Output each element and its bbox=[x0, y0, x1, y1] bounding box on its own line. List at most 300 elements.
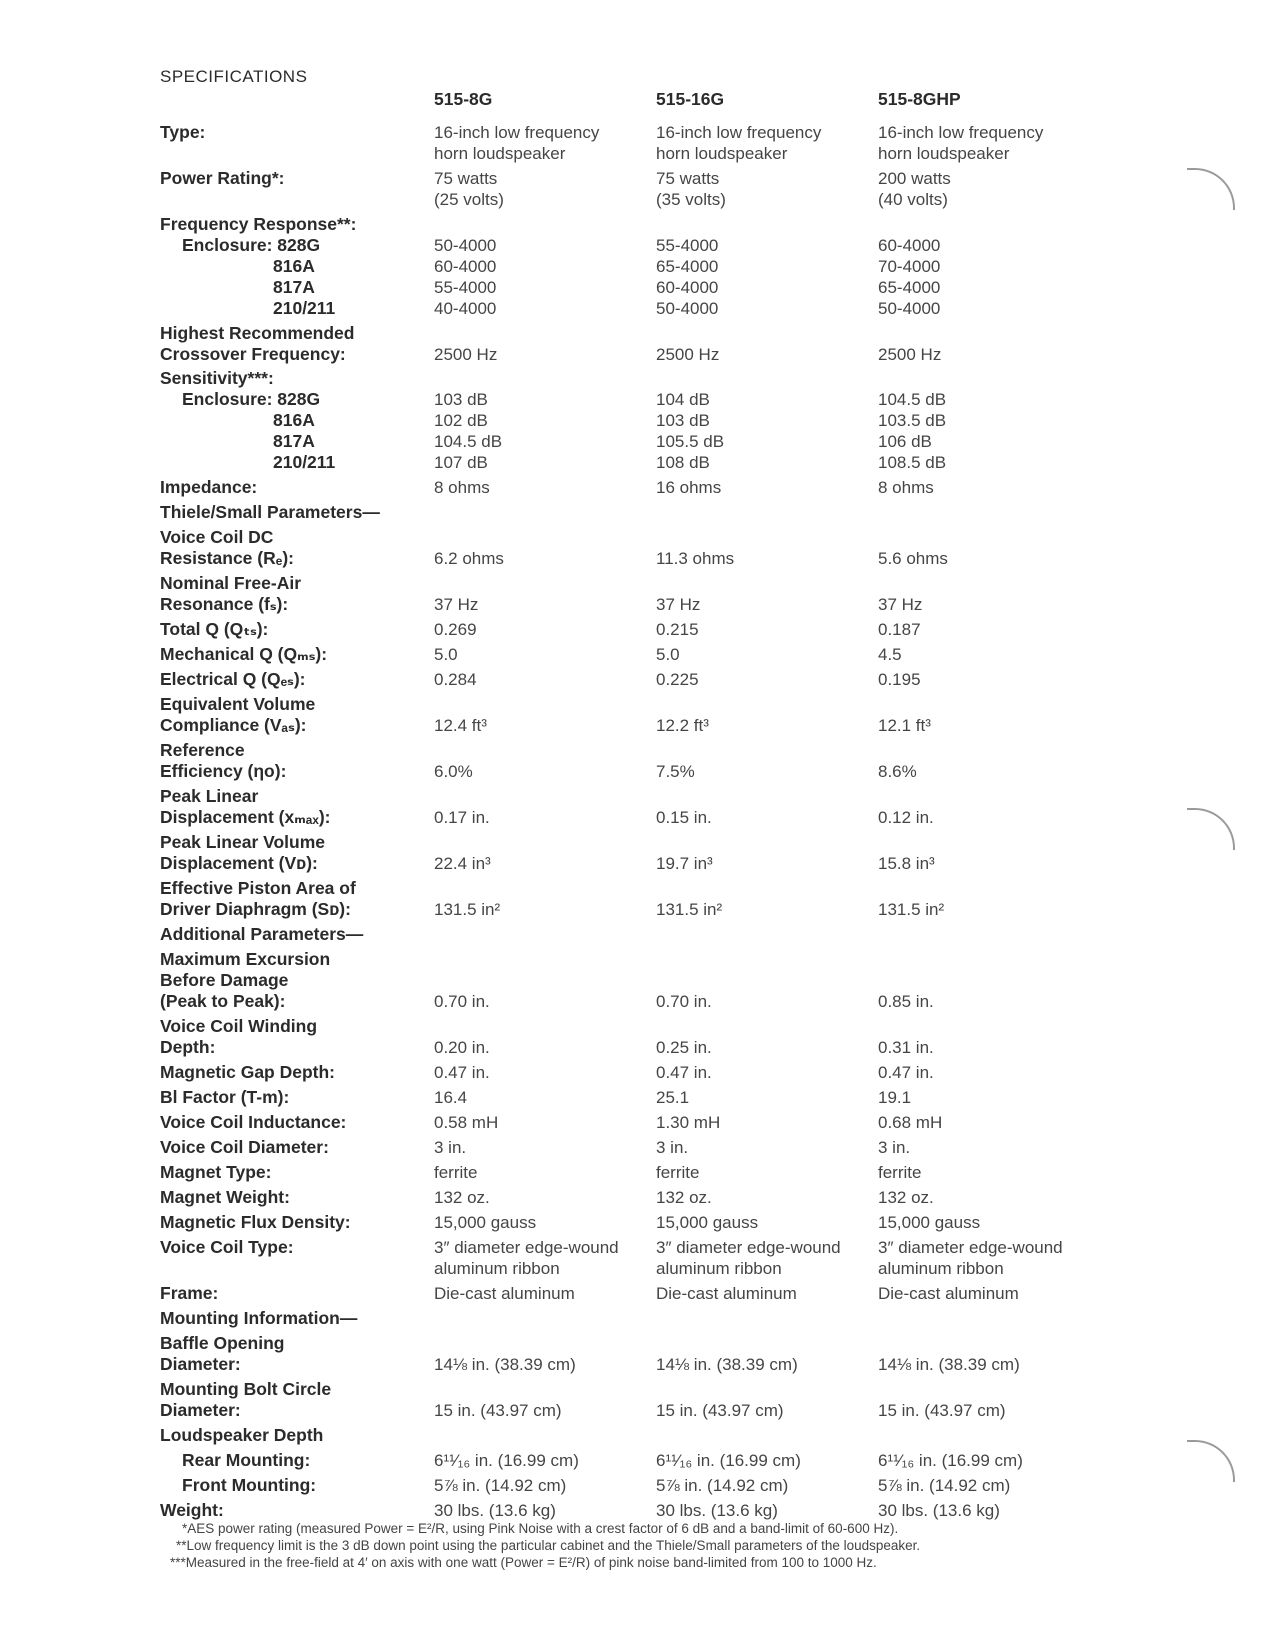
spec-label bbox=[160, 477, 415, 498]
spec-label bbox=[160, 1087, 415, 1108]
spec-value-line: 50-4000 bbox=[656, 299, 719, 318]
spec-label bbox=[160, 619, 415, 640]
spec-label-line: Enclosure: 828G bbox=[182, 389, 321, 409]
spec-value-line: 12.1 ft³ bbox=[878, 716, 931, 735]
spec-value bbox=[878, 256, 940, 277]
spec-value bbox=[656, 235, 718, 256]
spec-value bbox=[434, 715, 487, 736]
spec-label bbox=[160, 122, 415, 143]
spec-value-line: 14⅛ in. (38.39 cm) bbox=[656, 1355, 798, 1374]
spec-value-line: (25 volts) bbox=[434, 190, 504, 209]
spec-label-line: Peak Linear bbox=[160, 786, 259, 806]
binder-hole-mark bbox=[1187, 808, 1235, 850]
spec-label-line: Weight: bbox=[160, 1500, 224, 1520]
spec-label bbox=[160, 1162, 415, 1183]
spec-value-line: 6.0% bbox=[434, 762, 473, 781]
spec-value bbox=[878, 235, 940, 256]
spec-label bbox=[273, 410, 528, 431]
spec-label bbox=[160, 323, 415, 365]
spec-label-line: Magnet Type: bbox=[160, 1162, 272, 1182]
spec-label-line: Crossover Frequency: bbox=[160, 344, 346, 364]
spec-value-line: 8 ohms bbox=[434, 478, 490, 497]
spec-label-line: Resonance (fₛ): bbox=[160, 594, 289, 614]
spec-value bbox=[878, 991, 934, 1012]
spec-value bbox=[656, 431, 724, 452]
spec-value-line: Die-cast aluminum bbox=[434, 1284, 575, 1303]
spec-value-line: 3 in. bbox=[434, 1138, 467, 1157]
spec-label bbox=[160, 168, 415, 189]
spec-label-line: Peak Linear Volume bbox=[160, 832, 326, 852]
spec-value bbox=[434, 548, 504, 569]
spec-value-line: 6¹¹⁄₁₆ in. (16.99 cm) bbox=[656, 1451, 801, 1470]
spec-value bbox=[656, 807, 712, 828]
spec-value bbox=[878, 899, 944, 920]
spec-value bbox=[434, 1450, 579, 1471]
spec-value bbox=[878, 548, 948, 569]
spec-value-line: 104.5 dB bbox=[878, 390, 947, 409]
spec-value bbox=[656, 410, 710, 431]
spec-value bbox=[656, 1087, 689, 1108]
spec-label bbox=[160, 878, 415, 920]
spec-label bbox=[160, 214, 415, 235]
spec-value bbox=[878, 410, 946, 431]
spec-value-line: 22.4 in³ bbox=[434, 854, 491, 873]
spec-value bbox=[656, 1137, 688, 1158]
spec-value bbox=[878, 644, 902, 665]
spec-value-line: 15 in. (43.97 cm) bbox=[878, 1401, 1006, 1420]
spec-value-line: 70-4000 bbox=[878, 257, 941, 276]
spec-value bbox=[878, 715, 931, 736]
spec-value bbox=[656, 594, 700, 615]
spec-value-line: 131.5 in² bbox=[434, 900, 501, 919]
spec-value-line: 37 Hz bbox=[878, 595, 923, 614]
spec-value bbox=[656, 715, 709, 736]
spec-value bbox=[878, 1137, 910, 1158]
spec-value-line: 15,000 gauss bbox=[656, 1213, 759, 1232]
spec-value bbox=[878, 122, 1043, 164]
spec-label-line: 210/211 bbox=[273, 452, 336, 472]
spec-value bbox=[656, 1112, 720, 1133]
spec-value bbox=[434, 1062, 490, 1083]
column-header-515-16g: 515-16G bbox=[656, 89, 725, 109]
spec-label bbox=[182, 235, 437, 256]
spec-value-line: 4.5 bbox=[878, 645, 902, 664]
spec-value-line: 40-4000 bbox=[434, 299, 497, 318]
spec-value bbox=[434, 991, 490, 1012]
spec-value-line: 6¹¹⁄₁₆ in. (16.99 cm) bbox=[878, 1451, 1023, 1470]
spec-value-line: 75 watts bbox=[434, 169, 498, 188]
spec-value-line: 104 dB bbox=[656, 390, 710, 409]
spec-label-line: Voice Coil Diameter: bbox=[160, 1137, 329, 1157]
spec-value-line: 0.20 in. bbox=[434, 1038, 490, 1057]
spec-value-line: 2500 Hz bbox=[878, 345, 942, 364]
spec-value-line: 0.70 in. bbox=[434, 992, 490, 1011]
spec-label bbox=[160, 924, 415, 945]
spec-value-line: 12.4 ft³ bbox=[434, 716, 487, 735]
spec-value bbox=[434, 1137, 466, 1158]
spec-value bbox=[434, 452, 488, 473]
spec-value-line: 106 dB bbox=[878, 432, 932, 451]
spec-label bbox=[182, 1450, 437, 1471]
spec-value-line: horn loudspeaker bbox=[878, 144, 1010, 163]
spec-value bbox=[878, 1450, 1023, 1471]
spec-label bbox=[160, 502, 415, 523]
spec-value bbox=[434, 1475, 566, 1496]
spec-value-line: 50-4000 bbox=[434, 236, 497, 255]
spec-value-line: 0.85 in. bbox=[878, 992, 934, 1011]
spec-value bbox=[434, 1500, 556, 1521]
spec-label bbox=[160, 1333, 415, 1375]
spec-value-line: (40 volts) bbox=[878, 190, 948, 209]
spec-label-line: Impedance: bbox=[160, 477, 258, 497]
spec-label bbox=[160, 1062, 415, 1083]
spec-value bbox=[878, 452, 946, 473]
spec-value-line: 16 ohms bbox=[656, 478, 722, 497]
spec-value-line: ferrite bbox=[656, 1163, 700, 1182]
spec-value bbox=[434, 235, 496, 256]
spec-value bbox=[878, 1283, 1019, 1304]
spec-label-line: Resistance (Rₑ): bbox=[160, 548, 294, 568]
spec-label bbox=[160, 1212, 415, 1233]
spec-value bbox=[434, 1087, 467, 1108]
spec-value-line: 131.5 in² bbox=[656, 900, 723, 919]
spec-value bbox=[656, 548, 734, 569]
spec-label-line: Frame: bbox=[160, 1283, 219, 1303]
spec-label-line: 816A bbox=[273, 410, 315, 430]
spec-label bbox=[160, 1379, 415, 1421]
spec-value bbox=[434, 410, 488, 431]
spec-value bbox=[656, 853, 713, 874]
spec-value bbox=[656, 256, 718, 277]
spec-value-line: 5⅞ in. (14.92 cm) bbox=[656, 1476, 789, 1495]
spec-value-line: (35 volts) bbox=[656, 190, 726, 209]
column-header-515-8ghp: 515-8GHP bbox=[878, 89, 961, 109]
spec-value-line: 25.1 bbox=[656, 1088, 690, 1107]
footnote-frequency: **Low frequency limit is the 3 dB down point using the particular cabinet and the Thiele/Small parameters of the loudspeaker. bbox=[176, 1538, 921, 1553]
spec-value bbox=[878, 431, 932, 452]
spec-label bbox=[160, 644, 415, 665]
spec-value bbox=[878, 669, 921, 690]
spec-value-line: 103 dB bbox=[656, 411, 710, 430]
spec-label bbox=[160, 573, 415, 615]
spec-value bbox=[878, 1112, 942, 1133]
spec-value-line: 30 lbs. (13.6 kg) bbox=[434, 1501, 556, 1520]
spec-label-line: Power Rating*: bbox=[160, 168, 285, 188]
spec-value bbox=[656, 477, 721, 498]
spec-value bbox=[878, 1400, 1006, 1421]
spec-label-line: Equivalent Volume bbox=[160, 694, 316, 714]
spec-value-line: 3″ diameter edge-wound bbox=[656, 1238, 841, 1257]
spec-value bbox=[434, 298, 496, 319]
spec-value bbox=[656, 761, 695, 782]
spec-value bbox=[656, 389, 710, 410]
spec-value-line: 0.47 in. bbox=[434, 1063, 490, 1082]
spec-label-line: Effective Piston Area of bbox=[160, 878, 356, 898]
spec-label-line: Reference bbox=[160, 740, 245, 760]
spec-label bbox=[273, 452, 528, 473]
spec-value-line: 102 dB bbox=[434, 411, 488, 430]
spec-value bbox=[434, 1400, 562, 1421]
spec-label-line: Bl Factor (T-m): bbox=[160, 1087, 290, 1107]
spec-value-line: 2500 Hz bbox=[434, 345, 498, 364]
spec-value bbox=[656, 1037, 712, 1058]
spec-label-line: Displacement (Vᴅ): bbox=[160, 853, 318, 873]
spec-label-line: Mechanical Q (Qₘₛ): bbox=[160, 644, 328, 664]
spec-label bbox=[182, 389, 437, 410]
spec-value bbox=[656, 1237, 841, 1279]
spec-value-line: Die-cast aluminum bbox=[656, 1284, 797, 1303]
spec-value-line: 0.215 bbox=[656, 620, 699, 639]
spec-value bbox=[878, 168, 951, 210]
spec-value-line: 6¹¹⁄₁₆ in. (16.99 cm) bbox=[434, 1451, 579, 1470]
spec-value-line: 37 Hz bbox=[656, 595, 701, 614]
spec-value-line: aluminum ribbon bbox=[434, 1259, 560, 1278]
binder-hole-mark bbox=[1187, 1440, 1235, 1482]
spec-value-line: 15 in. (43.97 cm) bbox=[656, 1401, 784, 1420]
spec-value bbox=[434, 644, 458, 665]
spec-label-line: Front Mounting: bbox=[182, 1475, 317, 1495]
spec-value-line: 16-inch low frequency bbox=[434, 123, 600, 142]
spec-value-line: 0.187 bbox=[878, 620, 921, 639]
spec-value-line: 0.269 bbox=[434, 620, 477, 639]
spec-value bbox=[878, 1500, 1000, 1521]
spec-label-line: Thiele/Small Parameters— bbox=[160, 502, 380, 522]
spec-label bbox=[160, 786, 415, 828]
spec-value bbox=[656, 1354, 798, 1375]
spec-label-line: 817A bbox=[273, 277, 315, 297]
spec-label-line: 210/211 bbox=[273, 298, 336, 318]
spec-label-line: Magnetic Gap Depth: bbox=[160, 1062, 336, 1082]
spec-value-line: 16-inch low frequency bbox=[656, 123, 822, 142]
spec-value bbox=[878, 1087, 911, 1108]
spec-value-line: 19.7 in³ bbox=[656, 854, 713, 873]
spec-label bbox=[160, 1500, 415, 1521]
spec-value-line: 5.0 bbox=[434, 645, 458, 664]
spec-value-line: 65-4000 bbox=[656, 257, 719, 276]
spec-value bbox=[656, 168, 726, 210]
spec-label-line: Total Q (Qₜₛ): bbox=[160, 619, 269, 639]
spec-value bbox=[656, 1450, 801, 1471]
spec-value bbox=[878, 1354, 1020, 1375]
spec-value-line: 0.284 bbox=[434, 670, 477, 689]
spec-value bbox=[878, 1162, 921, 1183]
column-header-515-8g: 515-8G bbox=[434, 89, 493, 109]
spec-value bbox=[434, 594, 478, 615]
spec-label-line: Highest Recommended bbox=[160, 323, 355, 343]
spec-value bbox=[434, 761, 473, 782]
spec-label-line: Rear Mounting: bbox=[182, 1450, 311, 1470]
spec-value bbox=[434, 389, 488, 410]
spec-value bbox=[434, 256, 496, 277]
spec-value-line: Die-cast aluminum bbox=[878, 1284, 1019, 1303]
spec-value bbox=[878, 1212, 980, 1233]
spec-value bbox=[656, 619, 699, 640]
spec-label-line: 816A bbox=[273, 256, 315, 276]
spec-label-line: Driver Diaphragm (Sᴅ): bbox=[160, 899, 351, 919]
spec-label-line: Diameter: bbox=[160, 1400, 241, 1420]
spec-value bbox=[434, 669, 477, 690]
spec-value-line: 16.4 bbox=[434, 1088, 468, 1107]
spec-value-line: 0.47 in. bbox=[878, 1063, 934, 1082]
spec-label bbox=[160, 1308, 415, 1329]
spec-label-line: Efficiency (ηo): bbox=[160, 761, 287, 781]
spec-value bbox=[656, 644, 680, 665]
spec-value bbox=[434, 899, 500, 920]
binder-hole-mark bbox=[1187, 168, 1235, 210]
spec-value bbox=[656, 277, 718, 298]
spec-value bbox=[434, 122, 599, 164]
spec-value-line: horn loudspeaker bbox=[656, 144, 788, 163]
spec-value-line: 14⅛ in. (38.39 cm) bbox=[878, 1355, 1020, 1374]
spec-value-line: 8 ohms bbox=[878, 478, 934, 497]
spec-value-line: 105.5 dB bbox=[656, 432, 725, 451]
spec-value-line: 37 Hz bbox=[434, 595, 479, 614]
spec-label-line: Enclosure: 828G bbox=[182, 235, 321, 255]
spec-value bbox=[878, 807, 934, 828]
spec-value bbox=[434, 344, 497, 365]
spec-value bbox=[878, 1237, 1063, 1279]
spec-value-line: 200 watts bbox=[878, 169, 951, 188]
spec-value bbox=[656, 452, 710, 473]
spec-value-line: 0.25 in. bbox=[656, 1038, 712, 1057]
spec-value-line: 12.2 ft³ bbox=[656, 716, 709, 735]
spec-label-line: Voice Coil Inductance: bbox=[160, 1112, 347, 1132]
spec-value-line: 8.6% bbox=[878, 762, 917, 781]
spec-value bbox=[878, 1475, 1010, 1496]
footnote-sensitivity: ***Measured in the free-field at 4′ on axis with one watt (Power = E²/R) of pink noise band-limited from 100 to 1000 Hz. bbox=[170, 1555, 877, 1570]
spec-value bbox=[656, 1500, 778, 1521]
spec-value bbox=[434, 807, 490, 828]
spec-value-line: 131.5 in² bbox=[878, 900, 945, 919]
spec-value-line: 104.5 dB bbox=[434, 432, 503, 451]
spec-label-line: Sensitivity***: bbox=[160, 368, 274, 388]
spec-value-line: 132 oz. bbox=[434, 1188, 490, 1207]
footnote-power: *AES power rating (measured Power = E²/R, using Pink Noise with a crest factor of 6 dB and a band-limit of 60-600 Hz). bbox=[182, 1521, 899, 1536]
section-title: SPECIFICATIONS bbox=[160, 67, 308, 86]
spec-value-line: 15,000 gauss bbox=[434, 1213, 537, 1232]
spec-value-line: 1.30 mH bbox=[656, 1113, 721, 1132]
spec-value-line: 132 oz. bbox=[656, 1188, 712, 1207]
spec-value-line: 60-4000 bbox=[434, 257, 497, 276]
spec-value-line: 0.70 in. bbox=[656, 992, 712, 1011]
spec-value bbox=[878, 1062, 934, 1083]
spec-value-line: 0.17 in. bbox=[434, 808, 490, 827]
spec-value bbox=[434, 1237, 619, 1279]
spec-value-line: 16-inch low frequency bbox=[878, 123, 1044, 142]
spec-value bbox=[656, 122, 821, 164]
spec-value bbox=[878, 298, 940, 319]
spec-value bbox=[434, 1112, 498, 1133]
spec-label bbox=[160, 740, 415, 782]
spec-value-line: aluminum ribbon bbox=[656, 1259, 782, 1278]
spec-label bbox=[160, 368, 415, 389]
spec-label-line: Before Damage bbox=[160, 970, 289, 990]
spec-value-line: 0.225 bbox=[656, 670, 699, 689]
spec-value bbox=[878, 761, 917, 782]
spec-value-line: 50-4000 bbox=[878, 299, 941, 318]
spec-value bbox=[434, 168, 504, 210]
spec-label-line: 817A bbox=[273, 431, 315, 451]
spec-value-line: 15,000 gauss bbox=[878, 1213, 981, 1232]
spec-value-line: 3 in. bbox=[878, 1138, 911, 1157]
spec-label bbox=[160, 832, 415, 874]
spec-label-line: Magnetic Flux Density: bbox=[160, 1212, 351, 1232]
spec-value-line: 55-4000 bbox=[656, 236, 719, 255]
spec-value bbox=[656, 1400, 784, 1421]
spec-label-line: Compliance (Vₐₛ): bbox=[160, 715, 307, 735]
spec-label bbox=[160, 694, 415, 736]
spec-label-line: Maximum Excursion bbox=[160, 949, 331, 969]
spec-value-line: 55-4000 bbox=[434, 278, 497, 297]
spec-label bbox=[160, 1237, 415, 1258]
spec-value-line: 5.0 bbox=[656, 645, 680, 664]
spec-label-line: Baffle Opening bbox=[160, 1333, 285, 1353]
spec-value bbox=[434, 277, 496, 298]
spec-value-line: 11.3 ohms bbox=[656, 549, 735, 568]
spec-value bbox=[878, 1187, 934, 1208]
spec-label-line: Loudspeaker Depth bbox=[160, 1425, 324, 1445]
spec-value bbox=[656, 1283, 797, 1304]
spec-value-line: horn loudspeaker bbox=[434, 144, 566, 163]
spec-value-line: 5.6 ohms bbox=[878, 549, 948, 568]
spec-label-line: Voice Coil Type: bbox=[160, 1237, 294, 1257]
spec-value bbox=[878, 1037, 934, 1058]
spec-value-line: 3 in. bbox=[656, 1138, 689, 1157]
spec-value-line: 5⅞ in. (14.92 cm) bbox=[878, 1476, 1011, 1495]
spec-value-line: 3″ diameter edge-wound bbox=[434, 1238, 619, 1257]
spec-label-line: Mounting Information— bbox=[160, 1308, 358, 1328]
spec-value bbox=[434, 1283, 575, 1304]
spec-value bbox=[656, 298, 718, 319]
spec-value-line: 30 lbs. (13.6 kg) bbox=[878, 1501, 1000, 1520]
spec-label bbox=[160, 949, 415, 1012]
spec-value-line: 3″ diameter edge-wound bbox=[878, 1238, 1063, 1257]
spec-label bbox=[182, 1475, 437, 1496]
spec-label bbox=[160, 1137, 415, 1158]
spec-value-line: 108 dB bbox=[656, 453, 710, 472]
spec-value bbox=[878, 594, 922, 615]
spec-value bbox=[434, 477, 490, 498]
spec-label-line: Displacement (xₘₐₓ): bbox=[160, 807, 331, 827]
spec-label-line: Voice Coil Winding bbox=[160, 1016, 318, 1036]
spec-value bbox=[878, 277, 940, 298]
spec-value-line: 0.47 in. bbox=[656, 1063, 712, 1082]
spec-value-line: 107 dB bbox=[434, 453, 488, 472]
spec-value-line: 15.8 in³ bbox=[878, 854, 935, 873]
spec-value bbox=[434, 1354, 576, 1375]
spec-value-line: 103 dB bbox=[434, 390, 488, 409]
spec-label-line: Electrical Q (Qₑₛ): bbox=[160, 669, 306, 689]
spec-value bbox=[434, 1187, 490, 1208]
spec-value-line: 0.195 bbox=[878, 670, 921, 689]
spec-value bbox=[656, 1062, 712, 1083]
spec-label-line: Additional Parameters— bbox=[160, 924, 364, 944]
spec-value bbox=[434, 1037, 490, 1058]
spec-value-line: aluminum ribbon bbox=[878, 1259, 1004, 1278]
spec-value bbox=[878, 344, 941, 365]
spec-label bbox=[160, 1187, 415, 1208]
spec-label bbox=[160, 527, 415, 569]
spec-value bbox=[656, 344, 719, 365]
spec-label-line: Magnet Weight: bbox=[160, 1187, 290, 1207]
spec-label bbox=[160, 1283, 415, 1304]
spec-label-line: Frequency Response**: bbox=[160, 214, 357, 234]
spec-label bbox=[160, 1112, 415, 1133]
spec-label bbox=[160, 669, 415, 690]
spec-label-line: Type: bbox=[160, 122, 206, 142]
spec-value bbox=[656, 1212, 758, 1233]
spec-value-line: 30 lbs. (13.6 kg) bbox=[656, 1501, 778, 1520]
